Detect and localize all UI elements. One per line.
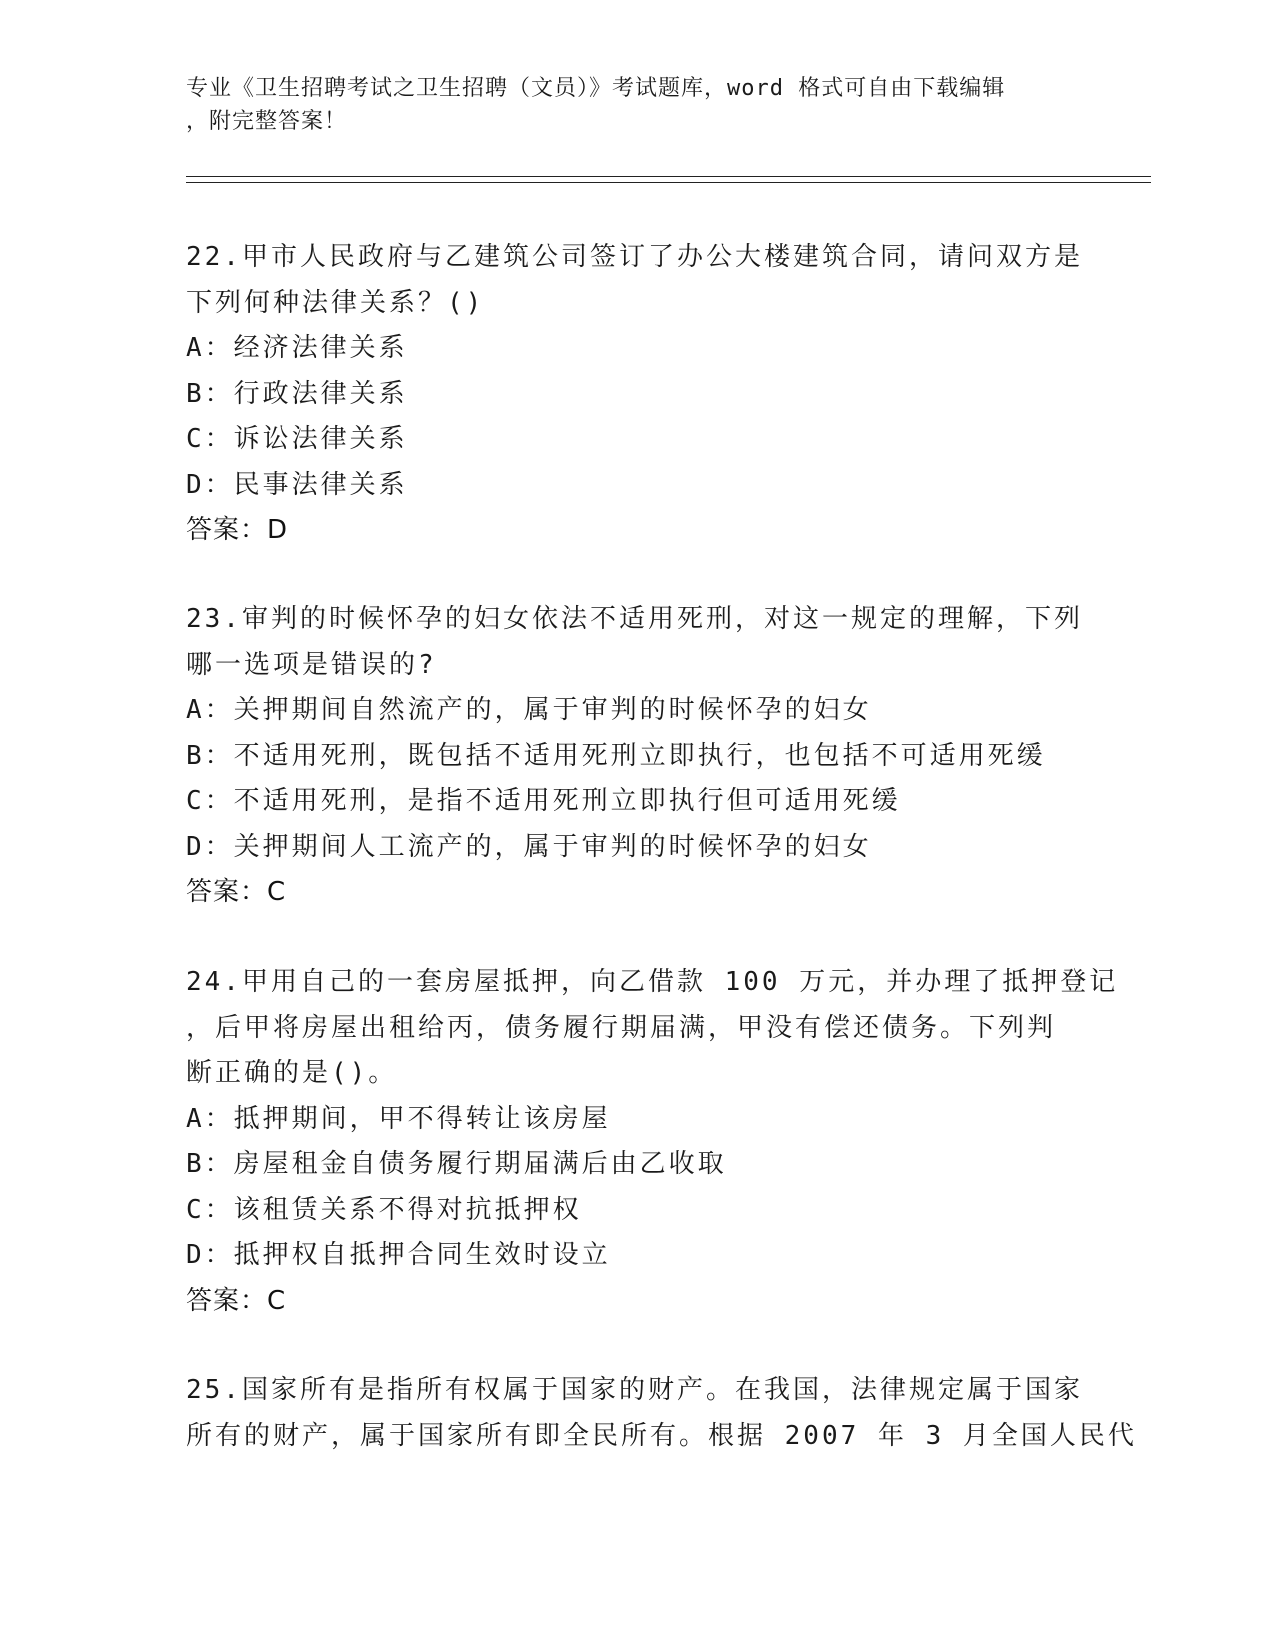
question-stem-line: ，后甲将房屋出租给丙，债务履行期届满，甲没有偿还债务。下列判 [186, 1012, 1057, 1043]
option-d: D：民事法律关系 [186, 469, 408, 500]
answer-label: 答案：C [186, 1285, 287, 1316]
option-c: C：该租赁关系不得对抗抵押权 [186, 1194, 582, 1225]
question-22 [186, 235, 1086, 554]
question-24 [186, 960, 1119, 1324]
question-stem-line: 下列何种法律关系？() [186, 287, 485, 318]
header-divider-top [186, 176, 1151, 177]
answer-label: 答案：C [186, 877, 287, 907]
header-line-2: ，附完整答案！ [186, 109, 348, 134]
question-23 [186, 597, 1086, 916]
option-b: B：房屋租金自债务履行期届满后由乙收取 [186, 1149, 727, 1179]
option-d: D：抵押权自抵押合同生效时设立 [186, 1240, 611, 1270]
header-divider-bottom [186, 182, 1151, 183]
option-c: C：诉讼法律关系 [186, 424, 408, 454]
option-b: B：行政法律关系 [186, 378, 408, 409]
option-a: A：关押期间自然流产的，属于审判的时候怀孕的妇女 [186, 695, 872, 725]
option-a: A：经济法律关系 [186, 333, 408, 363]
document-header [186, 72, 1076, 138]
option-d: D：关押期间人工流产的，属于审判的时候怀孕的妇女 [186, 831, 872, 862]
question-stem-line: 23.审判的时候怀孕的妇女依法不适用死刑，对这一规定的理解，下列 [186, 604, 1083, 634]
question-stem-line: 哪一选项是错误的? [186, 649, 437, 680]
option-a: A：抵押期间，甲不得转让该房屋 [186, 1103, 611, 1134]
question-stem-line: 22.甲市人民政府与乙建筑公司签订了办公大楼建筑合同，请问双方是 [186, 242, 1083, 272]
option-c: C：不适用死刑，是指不适用死刑立即执行但可适用死缓 [186, 786, 901, 816]
question-25 [186, 1368, 1137, 1459]
question-stem-line: 断正确的是()。 [186, 1058, 398, 1088]
question-stem-line: 所有的财产，属于国家所有即全民所有。根据 2007 年 3 月全国人民代 [186, 1420, 1137, 1451]
option-b: B：不适用死刑，既包括不适用死刑立即执行，也包括不可适用死缓 [186, 740, 1046, 771]
question-stem-line: 25.国家所有是指所有权属于国家的财产。在我国，法律规定属于国家 [186, 1375, 1083, 1405]
answer-label: 答案：D [186, 515, 289, 545]
question-stem-line: 24.甲用自己的一套房屋抵押，向乙借款 100 万元，并办理了抵押登记 [186, 967, 1119, 997]
header-line-1: 专业《卫生招聘考试之卫生招聘（文员）》考试题库，word 格式可自由下载编辑 [186, 76, 1006, 101]
